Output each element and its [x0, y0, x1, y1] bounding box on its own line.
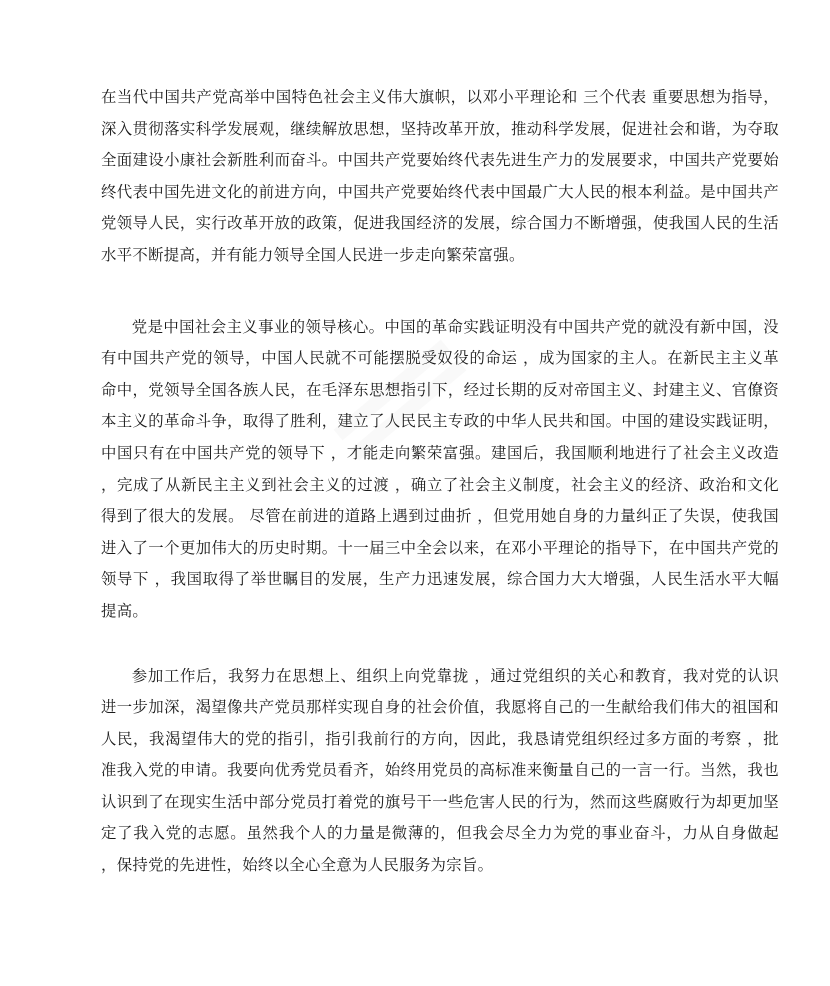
- paragraph-3: 参加工作后，我努力在思想上、组织上向党靠拢 ，通过党组织的关心和教育，我对党的认识进一步加深，渴望像共产党员那样实现自身的社会价值，我愿将自己的一生献给我们伟大的祖国和人民，我渴望伟大的党的指引，指引我前行的方向，因此，我恳请党组织经过多方面的考察 ，批准我入党的申请。我要向优秀党员看齐，始终用党员的高标准来衡量自己的一言一行。当然，我也认识到了在现实生活中部分党员打着党的旗号干一些危害人民的行为，然而这些腐败行为却更加坚定了我入党的志愿。虽然我个人的力量是微薄的，但我会尽全力为党的事业奋斗，力从自身做起 ，保持党的先进性，始终以全心全意为人民服务为宗旨。: [101, 666, 779, 875]
- paragraph-1: 在当代中国共产党高举中国特色社会主义伟大旗帜，以邓小平理论和 三个代表 重要思想为指导，深入贯彻落实科学发展观，继续解放思想，坚持改革开放，推动科学发展，促进社会和谐，为夺取全面建设小康社会新胜利而奋斗。中国共产党要始终代表先进生产力的发展要求，中国共产党要始终代表中国先进文化的前进方向，中国共产党要始终代表中国最广大人民的根本利益。是中国共产党领导人民，实行改革开放的政策，促进我国经济的发展，综合国力不断增强，使我国人民的生活水平不断提高，并有能力领导全国人民进一步走向繁荣富强。: [101, 88, 779, 264]
- document-body: [101, 82, 779, 882]
- paragraph-2: 党是中国社会主义事业的领导核心。中国的革命实践证明没有中国共产党的就没有新中国，没有中国共产党的领导，中国人民就不可能摆脱受奴役的命运 ，成为国家的主人。在新民主主义革命中，党领导全国各族人民，在毛泽东思想指引下，经过长期的反对帝国主义、封建主义、官僚资本主义的革命斗争，取得了胜利，建立了人民民主专政的中华人民共和国。中国的建设实践证明，中国只有在中国共产党的领导下 ，才能走向繁荣富强。建国后，我国顺利地进行了社会主义改造 ，完成了从新民主主义到社会主义的过渡 ，确立了社会主义制度，社会主义的经济、政治和文化得到了很大的发展。 尽管在前进的道路上遇到过曲折 ，但党用她自身的力量纠正了失误，使我国进入了一个更加伟大的历史时期。十一届三中全会以来，在邓小平理论的指导下，在中国共产党的领导下 ，我国取得了举世瞩目的发展，生产力迅速发展，综合国力大大增强，人民生活水平大幅提高。: [101, 317, 779, 620]
